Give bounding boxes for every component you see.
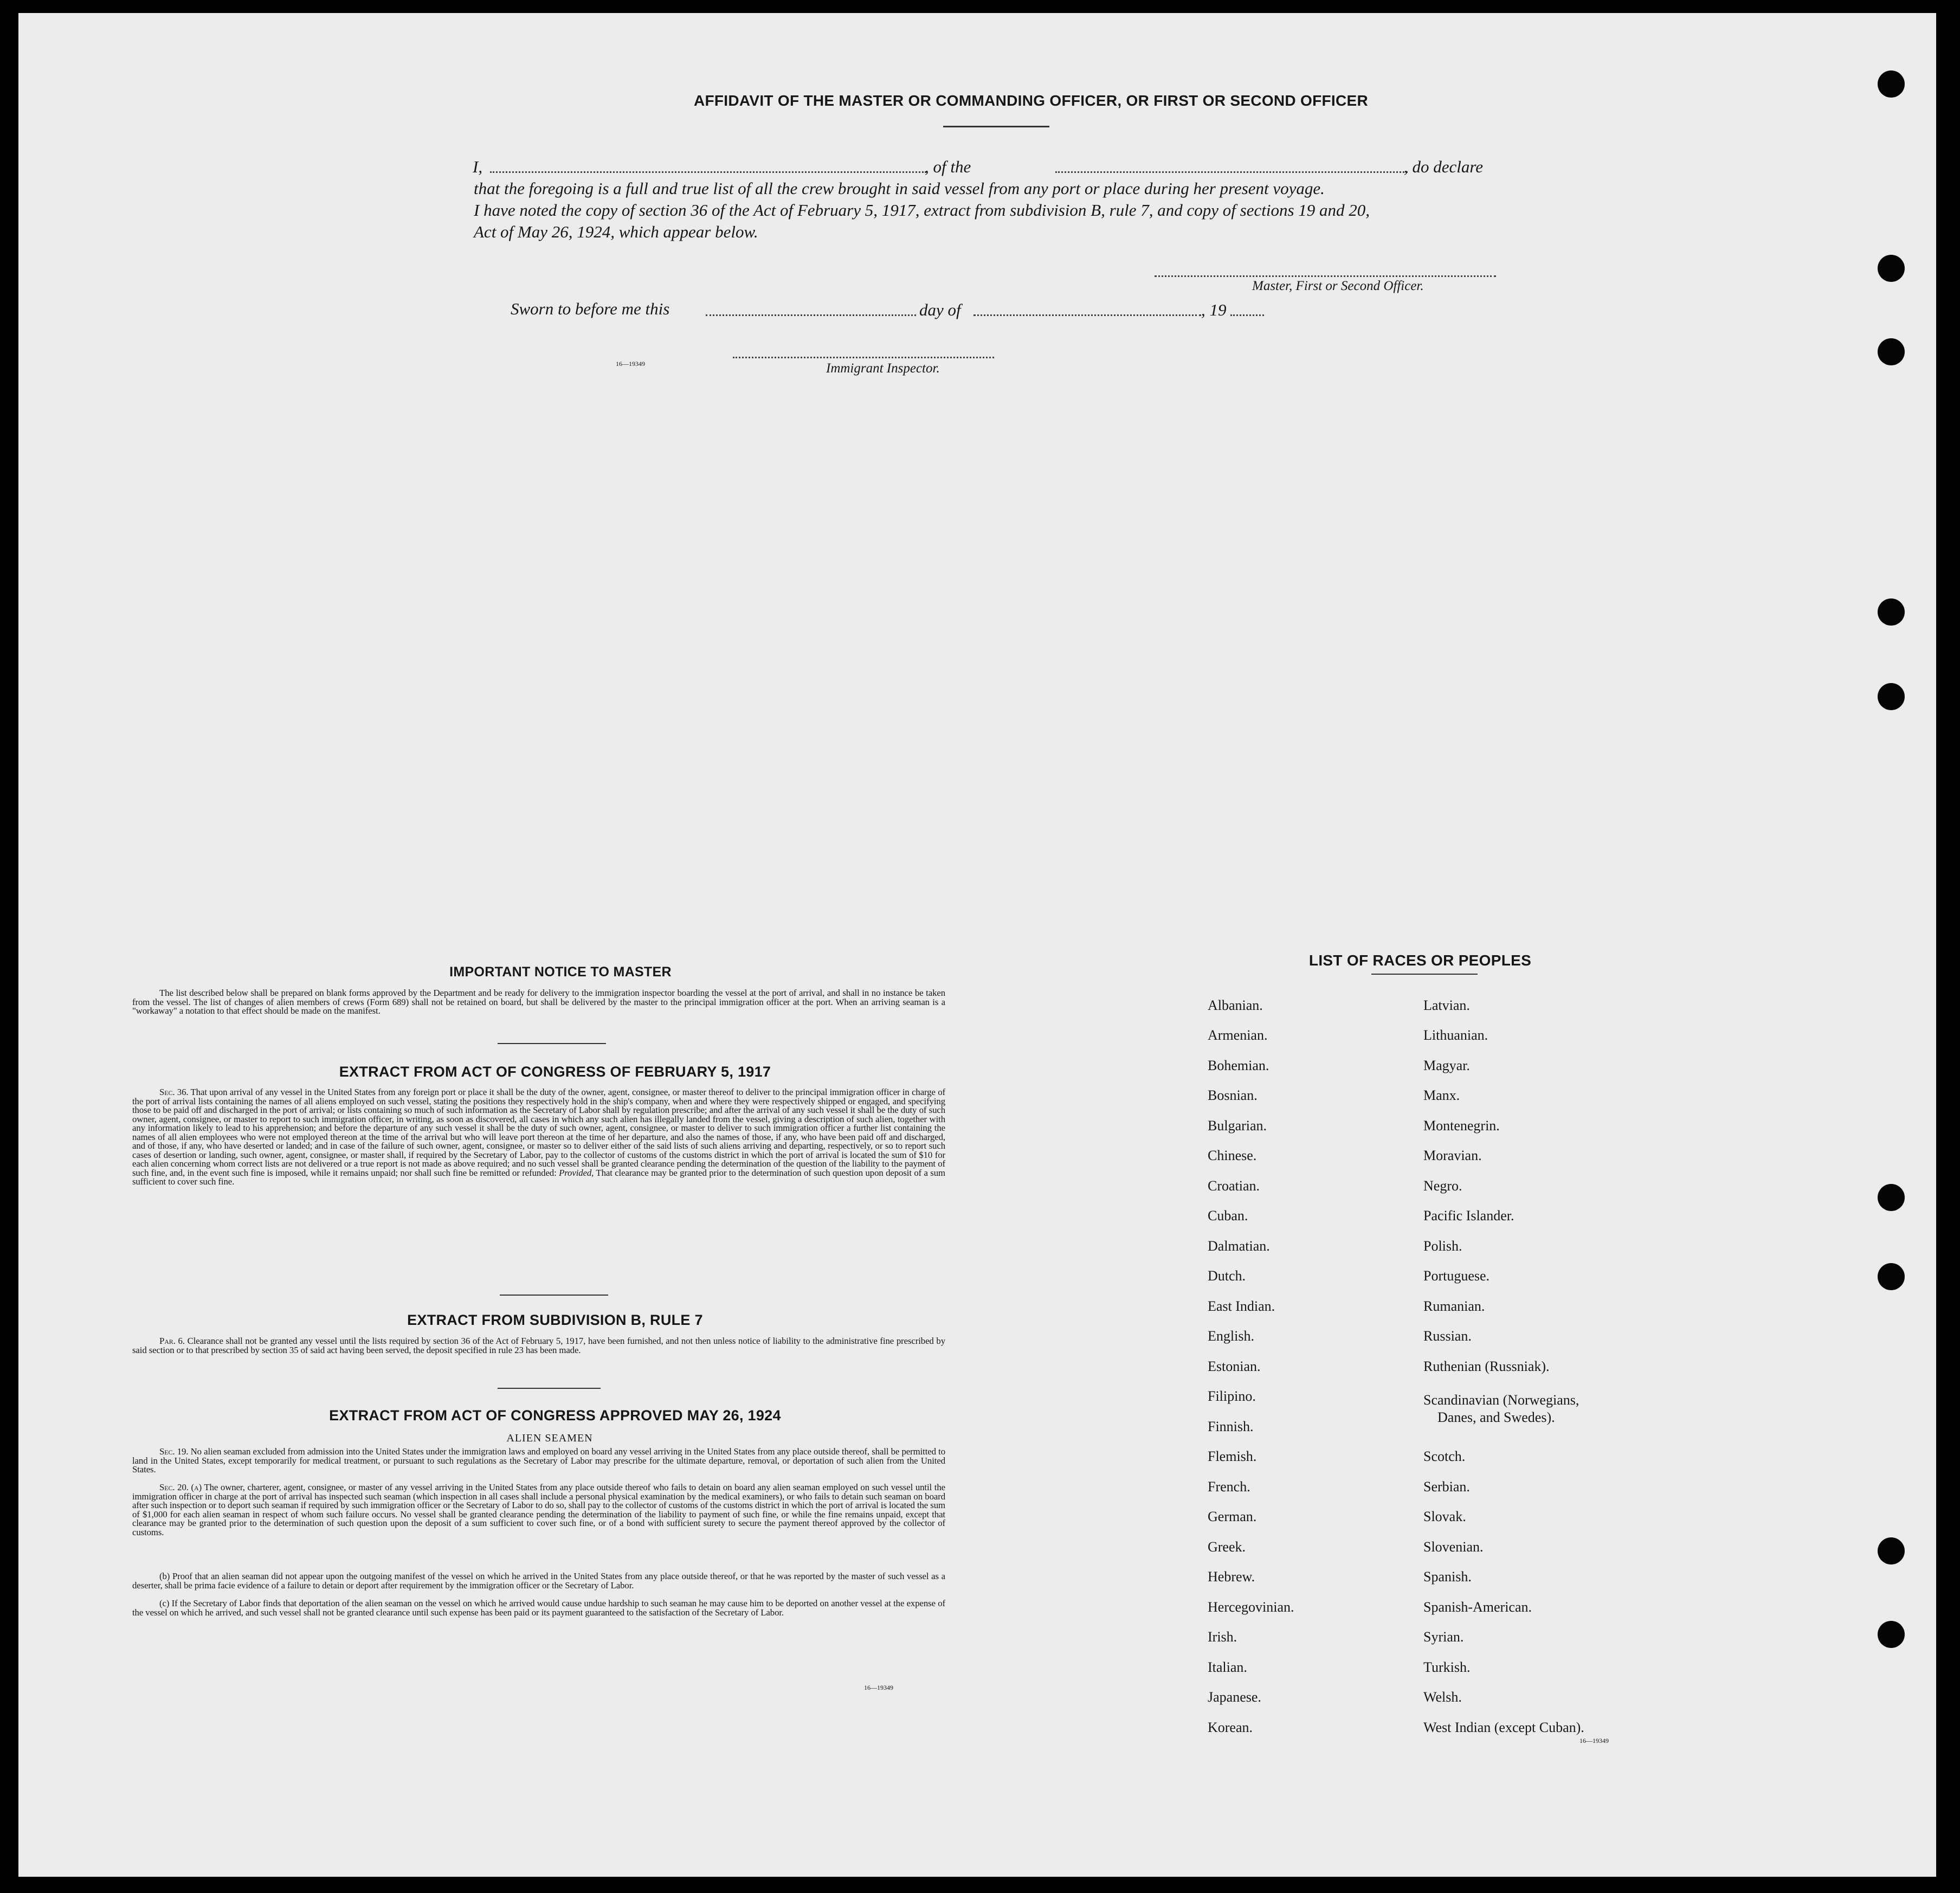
- race-item: Bohemian.: [1208, 1058, 1269, 1073]
- race-item: Turkish.: [1423, 1659, 1471, 1675]
- race-item: Rumanian.: [1423, 1298, 1485, 1314]
- races-title: LIST OF RACES OR PEOPLES: [1308, 952, 1532, 969]
- race-item: Serbian.: [1423, 1479, 1470, 1495]
- race-item: English.: [1208, 1328, 1254, 1344]
- extract-rule7-body: [132, 1337, 945, 1355]
- sec-36-text: That upon arrival of any vessel in the United States from any foreign port or place it shall be the duty of the owner, agent, consignee, or master thereof to deliver to the principal immigration officer in charge of the port of arrival lists containing the names of all aliens employed on such vessel, stating the positions they respectively hold in the ship's company, when and where they were respectively shipped or engaged, and specifying those to be paid off and discharged in the port of arrival; or lists containing so much of such information as the Secretary of Labor shall by regulation prescribe; and after the arrival of any such vessel it shall be the duty of such owner, agent, consignee, or master to report to such immigration officer, in writing, as soon as discovered, all cases in which any such alien has illegally landed from the vessel, giving a description of such alien, together with any information likely to lead to his apprehension; and before the departure of any such vessel it shall be the duty of such owner, agent, consignee, or master to deliver to such immigration officer a further list containing the names of all alien employees who were not employed thereon at the time of the arrival but who will leave port thereon at the time of her departure, and also the names of those, if any, who have been paid off and discharged, and of those, if any, who have deserted or landed; and in case of the failure of such owner, agent, consignee, or master so to deliver either of the said lists of such aliens arriving and departing, respectively, or so to report such cases of desertion or landing, such owner, agent, consignee, or master shall, if required by the Secretary of Labor, pay to the collector of customs of the customs district in which the port of arrival is located the sum of $10 for each alien concerning whom correct lists are not delivered or a true report is not made as above required; and no such vessel shall be granted clearance pending the determination of the question of the liability to the payment of such fine, and, in the event such fine is imposed, while it remains unpaid; nor shall such fine be remitted or refunded:: [132, 1087, 945, 1178]
- race-item: Moravian.: [1423, 1148, 1482, 1163]
- punch-hole: [1878, 70, 1905, 98]
- punch-hole: [1878, 338, 1905, 365]
- race-item: Welsh.: [1423, 1689, 1462, 1705]
- sec-19-paragraph: [132, 1447, 945, 1475]
- year-prefix: , 19: [1201, 300, 1227, 319]
- race-item: Estonian.: [1208, 1358, 1261, 1374]
- par-6-text: Clearance shall not be granted any vessel until the lists required by section 36 of the Act of February 5, 1917, have been furnished, and not then unless notice of liability to the administrative fine prescribed by said section or to that prescribed by section 35 of said act having been served, the deposit specified in rule 23 has been made.: [132, 1336, 945, 1355]
- race-item: Polish.: [1423, 1238, 1462, 1254]
- race-item: French.: [1208, 1479, 1250, 1495]
- provided-label: Provided,: [559, 1167, 594, 1178]
- race-item: Scandinavian (Norwegians,: [1423, 1392, 1579, 1408]
- race-item: Filipino.: [1208, 1388, 1256, 1404]
- race-item: Bosnian.: [1208, 1087, 1258, 1103]
- race-item: Greek.: [1208, 1539, 1246, 1555]
- race-item: Lithuanian.: [1423, 1027, 1488, 1043]
- affidavit-line-3: I have noted the copy of section 36 of the Act of February 5, 1917, extract from subdivision B, rule 7, and copy of sections 19 and 20,: [474, 201, 1370, 220]
- sec-20-label: Sec. 20. (a): [159, 1482, 202, 1492]
- sec-20a-text: The owner, charterer, agent, consignee, or master of any vessel arriving in the United States from any place outside thereof who fails to detain on board any alien seaman employed on such vessel until the immigration officer in charge at the port of arrival has inspected such seaman (which inspection in all cases shall include a personal physical examination by the medical examiners), or who fails to detain such seaman on board after such inspection or to deport such seaman if required by such immigration officer or the Secretary of Labor to do so, shall pay to the collector of customs of the customs district in which the port of arrival is located the sum of $1,000 for each alien seaman in respect of whom such failure occurs. No vessel shall be granted clearance pending the determination of the liability to payment of such fine, or while the fine remains unpaid, except that clearance may be granted prior to the determination of such question upon the deposit of a sum sufficient to cover such fine, or of a bond with sufficient surety to secure the payment thereof approved by the collector of customs.: [132, 1482, 945, 1537]
- alien-seamen-subtitle: ALIEN SEAMEN: [506, 1432, 593, 1444]
- affidavit-do-declare: , do declare: [1404, 157, 1484, 176]
- affidavit-title: AFFIDAVIT OF THE MASTER OR COMMANDING OFFICER, OR FIRST OR SECOND OFFICER: [693, 92, 1368, 109]
- sworn-text: Sworn to before me this: [511, 299, 670, 318]
- race-item: Italian.: [1208, 1659, 1247, 1675]
- extract-1917-title: EXTRACT FROM ACT OF CONGRESS OF FEBRUARY 5, 1917: [339, 1064, 771, 1080]
- affidavit-line-2: that the foregoing is a full and true list of all the crew brought in said vessel from any port or place during her present voyage.: [474, 179, 1325, 198]
- sworn-day-blank[interactable]: [706, 314, 916, 316]
- affidavit-i: I,: [473, 157, 483, 176]
- race-item: Manx.: [1423, 1087, 1460, 1103]
- race-item: Spanish.: [1423, 1569, 1472, 1585]
- race-item: Montenegrin.: [1423, 1118, 1500, 1134]
- sec-36-label: Sec. 36.: [159, 1087, 189, 1097]
- race-item: Albanian.: [1208, 997, 1263, 1013]
- race-item: Chinese.: [1208, 1148, 1257, 1163]
- punch-hole: [1878, 598, 1905, 626]
- sec-20b-paragraph: (b) Proof that an alien seaman did not appear upon the outgoing manifest of the vessel on which he arrived in the United States from any place outside thereof, or that he was reported by the master of such vessel as a deserter, shall be prima facie evidence of a failure to detain or deport after requirement by the immigration officer or the Secretary of Labor.: [132, 1571, 945, 1591]
- section-divider: [500, 1295, 608, 1296]
- sworn-year-blank[interactable]: [1230, 314, 1264, 316]
- sworn-month-blank[interactable]: [973, 314, 1201, 316]
- punch-hole: [1878, 1184, 1905, 1211]
- name-blank[interactable]: [490, 171, 926, 173]
- punch-hole: [1878, 1537, 1905, 1564]
- race-item: Croatian.: [1208, 1178, 1260, 1194]
- extract-1924-title: EXTRACT FROM ACT OF CONGRESS APPROVED MAY 26, 1924: [329, 1407, 781, 1424]
- day-of-text: day of: [919, 300, 961, 319]
- punch-hole: [1878, 255, 1905, 282]
- extract-rule7-title: EXTRACT FROM SUBDIVISION B, RULE 7: [407, 1312, 703, 1328]
- inspector-caption: Immigrant Inspector.: [826, 361, 940, 376]
- affidavit-of-the: , of the: [925, 157, 971, 176]
- race-item: Dutch.: [1208, 1268, 1246, 1284]
- race-item: Finnish.: [1208, 1419, 1254, 1434]
- par-6-label: Par. 6.: [159, 1336, 185, 1346]
- affidavit-form-number: 16—19349: [616, 360, 645, 368]
- races-form-number: 16—19349: [1579, 1737, 1609, 1744]
- race-item: Russian.: [1423, 1328, 1472, 1344]
- race-item: Bulgarian.: [1208, 1118, 1267, 1134]
- race-item: Hebrew.: [1208, 1569, 1255, 1585]
- punch-hole: [1878, 1621, 1905, 1648]
- signature-line[interactable]: [1155, 275, 1496, 277]
- race-item: Latvian.: [1423, 997, 1470, 1013]
- notice-body: The list described below shall be prepared on blank forms approved by the Department and be ready for delivery to the immigration inspector boarding the vessel at the port of arrival, and shall in no instance be taken from the vessel. The list of changes of alien members of crews (Form 689) shall not be retained on board, but shall be delivered by the master to the principal immigration officer at the port. When an arriving seaman is a "workaway" a notation to that effect should be made on the manifest.: [132, 988, 945, 1016]
- sec-19-label: Sec. 19.: [159, 1446, 189, 1457]
- race-item: Korean.: [1208, 1720, 1253, 1735]
- race-item: Spanish-American.: [1423, 1599, 1532, 1615]
- inspector-signature-line[interactable]: [733, 357, 994, 358]
- race-item: Portuguese.: [1423, 1268, 1490, 1284]
- vessel-name-blank[interactable]: [1055, 171, 1408, 173]
- affidavit-line-4: Act of May 26, 1924, which appear below.: [474, 222, 758, 241]
- section-divider: [498, 1388, 601, 1389]
- punch-hole: [1878, 683, 1905, 710]
- race-item: Magyar.: [1423, 1058, 1470, 1073]
- races-divider: [1371, 974, 1478, 975]
- sec-20c-paragraph: (c) If the Secretary of Labor finds that deportation of the alien seaman on the vessel on which he arrived would cause undue hardship to such seaman he may cause him to be deported on another vessel at the expense of the vessel on which he arrived, and such vessel shall not be granted clearance until such expense has been paid or its payment guaranteed to the satisfaction of the Secretary of Labor.: [132, 1598, 945, 1618]
- race-item: Danes, and Swedes).: [1437, 1409, 1555, 1425]
- race-item: Slovak.: [1423, 1509, 1466, 1524]
- race-item: East Indian.: [1208, 1298, 1275, 1314]
- notice-title: IMPORTANT NOTICE TO MASTER: [449, 964, 672, 980]
- race-item: Cuban.: [1208, 1208, 1248, 1224]
- race-item: Pacific Islander.: [1423, 1208, 1514, 1224]
- sec-19-text: No alien seaman excluded from admission into the United States under the immigration laws and employed on board any vessel arriving in the United States from any place outside thereof, shall be permitted to land in the United States, except temporarily for medical treatment, or pursuant to such regulations as the Secretary of Labor may prescribe for the ultimate departure, removal, or deportation of such alien from the United States.: [132, 1446, 945, 1475]
- provided-text: That clearance may be granted prior to the determination of such question upon deposit of a sum sufficient to cover such fine.: [132, 1167, 945, 1187]
- notices-form-number: 16—19349: [864, 1684, 893, 1691]
- form-sheet: [18, 13, 1936, 1877]
- signature-caption: Master, First or Second Officer.: [1252, 279, 1424, 293]
- race-item: Irish.: [1208, 1629, 1237, 1645]
- race-item: Japanese.: [1208, 1689, 1261, 1705]
- title-divider: [943, 126, 1049, 127]
- sec-20a-paragraph: [132, 1483, 945, 1537]
- race-item: German.: [1208, 1509, 1257, 1524]
- race-item: West Indian (except Cuban).: [1423, 1720, 1584, 1735]
- extract-1917-body: [132, 1088, 945, 1187]
- section-divider: [498, 1043, 606, 1044]
- race-item: Slovenian.: [1423, 1539, 1484, 1555]
- race-item: Hercegovinian.: [1208, 1599, 1294, 1615]
- race-item: Scotch.: [1423, 1448, 1466, 1464]
- punch-hole: [1878, 1263, 1905, 1290]
- race-item: Ruthenian (Russniak).: [1423, 1358, 1550, 1374]
- race-item: Flemish.: [1208, 1448, 1257, 1464]
- race-item: Dalmatian.: [1208, 1238, 1270, 1254]
- race-item: Armenian.: [1208, 1027, 1268, 1043]
- race-item: Negro.: [1423, 1178, 1462, 1194]
- race-item: Syrian.: [1423, 1629, 1464, 1645]
